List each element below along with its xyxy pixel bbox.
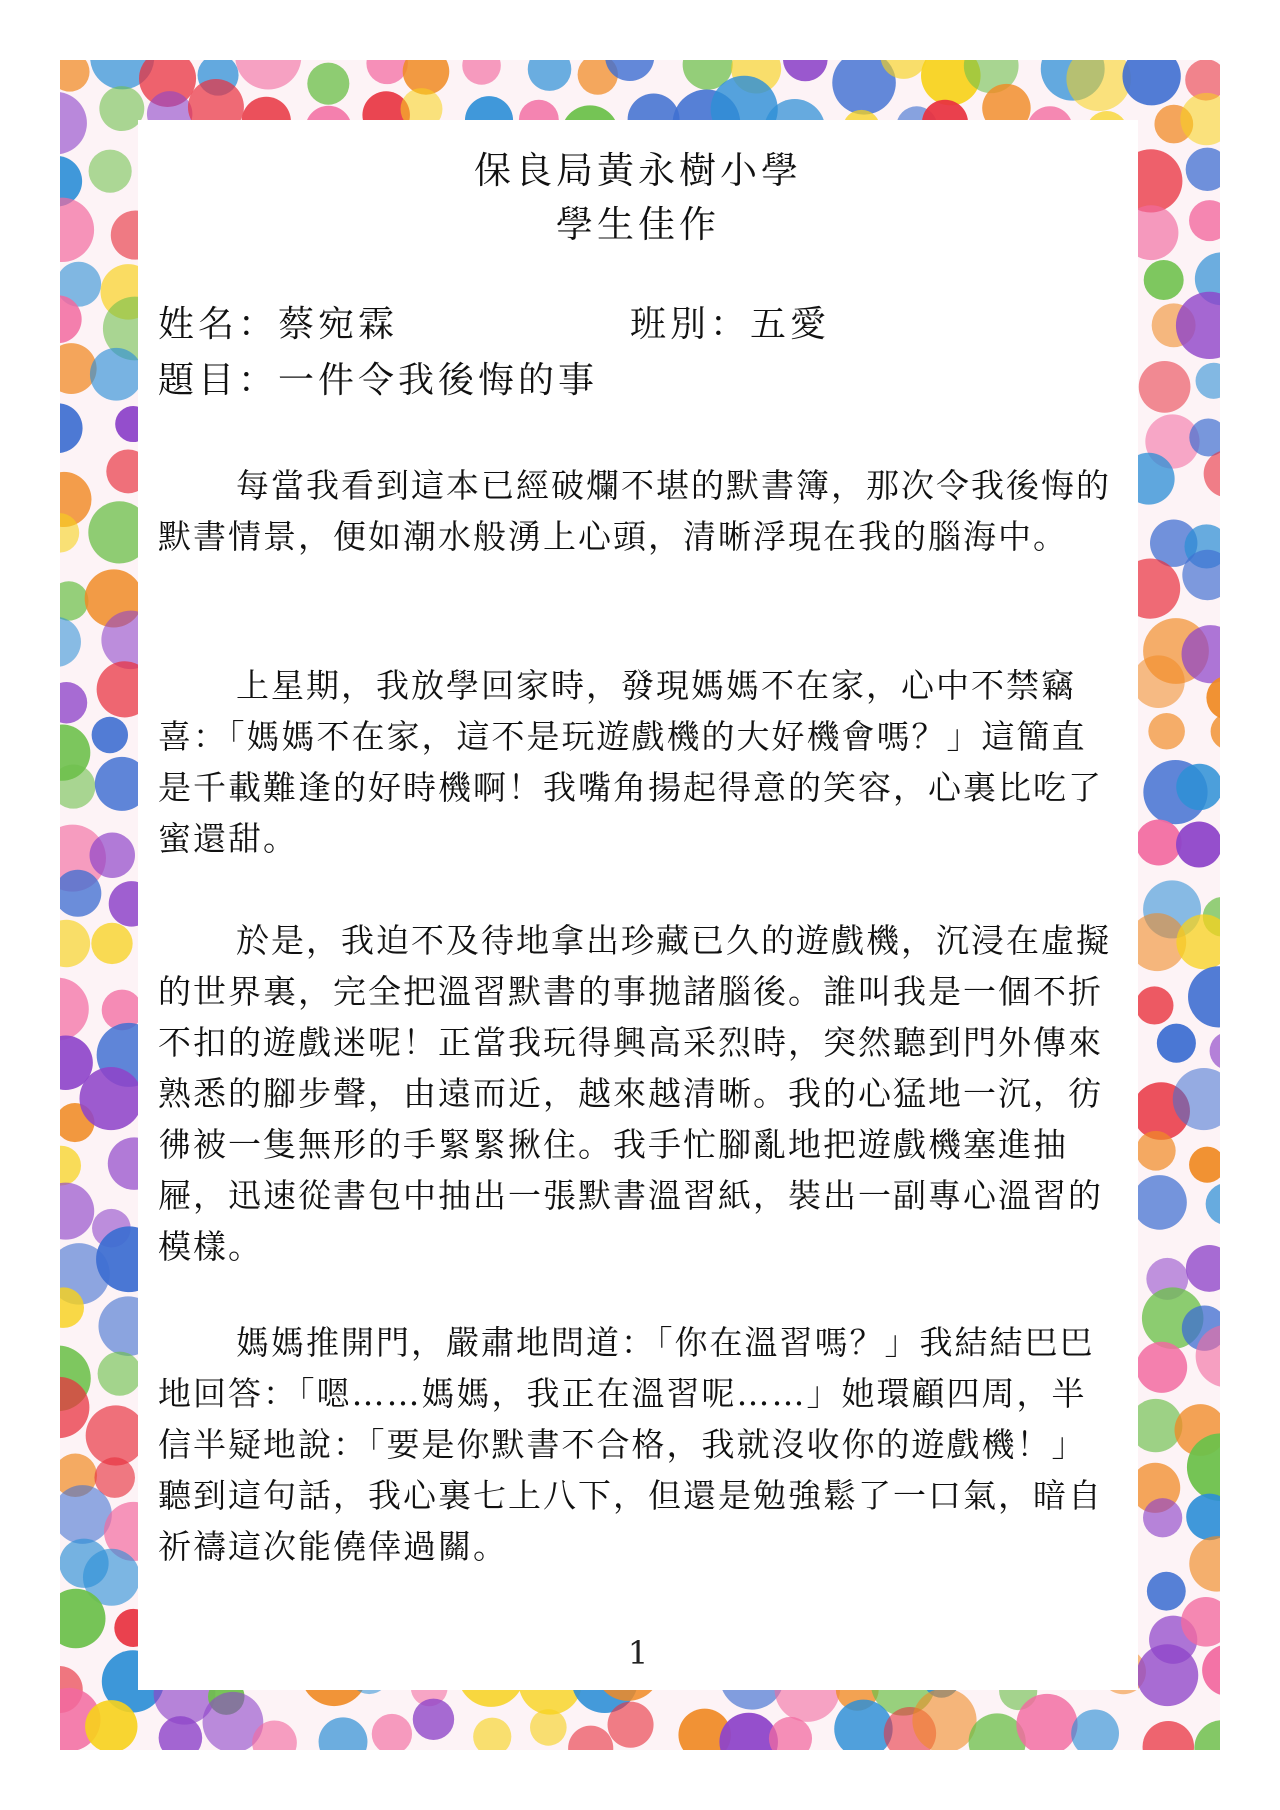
decorative-dot	[372, 1714, 412, 1750]
essay-page	[138, 120, 1138, 1690]
school-name: 保良局黃永樹小學	[474, 149, 802, 192]
decorative-dot	[60, 1183, 94, 1240]
decorative-dot	[60, 978, 89, 1041]
decorative-dot	[1136, 1131, 1176, 1171]
decorative-dot	[80, 1067, 143, 1130]
decorative-dot	[60, 920, 90, 968]
decorative-dot	[1066, 60, 1131, 111]
document-heading: 學生佳作	[556, 203, 720, 246]
decorative-dot	[60, 682, 87, 723]
decorative-dot	[608, 1702, 654, 1748]
decorative-dot	[1186, 1494, 1220, 1541]
decorative-dot	[1136, 1342, 1187, 1393]
decorative-dot	[1189, 1147, 1220, 1183]
decorative-dot	[1206, 1183, 1220, 1225]
decorative-dot	[462, 60, 501, 85]
decorative-dot	[912, 1688, 976, 1750]
decorative-dot	[530, 1709, 567, 1746]
decorative-dot	[1157, 1024, 1196, 1063]
decorative-dot	[86, 1405, 146, 1465]
decorative-dot	[1143, 1498, 1182, 1537]
decorative-dot	[60, 765, 95, 809]
decorative-dot	[1132, 1175, 1187, 1230]
decorative-dot	[1211, 713, 1220, 750]
decorative-dot	[60, 617, 81, 667]
decorative-dot	[769, 1717, 812, 1750]
decorative-dot	[60, 1146, 81, 1186]
decorative-dot	[413, 1699, 454, 1740]
page-number: 1	[627, 1634, 649, 1672]
decorative-dot	[1136, 820, 1182, 866]
decorative-dot	[1204, 450, 1220, 497]
decorative-dot	[1188, 966, 1220, 1027]
decorative-dot	[1144, 260, 1184, 300]
decorative-dot	[307, 63, 349, 105]
essay-paragraph: 媽媽推開門，嚴肅地問道：「你在溫習嗎？」我結結巴巴地回答：「嗯……媽媽，我正在溫習呢……」她環顧四周，半信半疑地說：「要是你默書不合格，我就沒收你的遊戲機！」聽到這句話，我心裏七上八下，但還是勉強鬆了一口氣，暗自祈禱這次能僥倖過關。	[158, 1323, 1103, 1566]
essay-topic: 題目：一件令我後悔的事	[158, 360, 599, 401]
decorative-dot	[90, 348, 143, 401]
decorative-dot	[1176, 292, 1220, 359]
decorative-dot	[98, 1352, 142, 1396]
decorative-dot	[1147, 1572, 1186, 1611]
decorative-dot	[783, 60, 828, 81]
decorative-dot	[1135, 986, 1173, 1024]
decorative-dot	[1202, 1644, 1220, 1696]
decorative-dot	[90, 832, 135, 877]
decorative-dot	[528, 60, 572, 91]
decorative-dot	[366, 60, 407, 84]
essay-paragraph: 每當我看到這本已經破爛不堪的默書簿，那次令我後悔的默書情景，便如潮水般湧上心頭，清晰浮現在我的腦海中。	[158, 466, 1111, 556]
student-class: 班別：五愛	[630, 304, 831, 345]
decorative-dot	[1189, 1536, 1220, 1591]
decorative-dot	[1139, 361, 1191, 413]
decorative-dot	[1132, 655, 1185, 708]
essay-paragraph: 上星期，我放學回家時，發現媽媽不在家，心中不禁竊喜：「媽媽不在家，這不是玩遊戲機的大好機會嗎？」這簡直是千載難逢的好時機啊！我嘴角揚起得意的笑容，心裏比吃了蜜還甜。	[158, 666, 1103, 858]
decorative-dot	[60, 60, 90, 92]
decorative-dot	[1176, 821, 1220, 867]
decorative-dot	[1189, 200, 1220, 241]
decorative-dot	[1143, 1721, 1194, 1750]
decorative-dot	[1186, 1245, 1220, 1292]
decorative-dot	[1148, 713, 1185, 750]
decorative-dot	[1136, 1644, 1198, 1706]
decorative-dot	[1194, 1720, 1220, 1750]
decorative-dot	[92, 717, 128, 753]
decorative-dot	[60, 198, 94, 262]
decorative-dot	[60, 581, 89, 620]
decorative-dot	[60, 403, 83, 453]
decorative-dot	[319, 1717, 368, 1750]
decorative-dot	[1186, 148, 1220, 191]
decorative-dot	[91, 923, 132, 964]
decorative-dot	[1196, 363, 1220, 399]
decorative-dot	[1122, 60, 1180, 105]
decorative-dot	[1210, 1032, 1220, 1070]
decorative-dot	[89, 150, 132, 193]
student-name: 姓名：蔡宛霖	[158, 304, 399, 345]
decorative-dot	[473, 1718, 511, 1750]
essay-paragraph: 於是，我迫不及待地拿出珍藏已久的遊戲機，沉浸在虛擬的世界裏，完全把溫習默書的事拋諸腦後。誰叫我是一個不折不扣的遊戲迷呢！正當我玩得興高采烈時，突然聽到門外傳來熟悉的腳步聲，由遠而近，越來越清晰。我的心猛地一沉，彷彿被一隻無形的手緊緊揪住。我手忙腳亂地把遊戲機塞進抽屜，迅速從書包中抽出一張默書溫習紙，裝出一副專心溫習的模樣。	[158, 921, 1111, 1266]
decorative-dot	[235, 60, 301, 90]
decorative-dot	[719, 1713, 778, 1750]
decorative-dot	[568, 1726, 613, 1750]
decorative-dot	[60, 92, 87, 155]
decorative-dot	[1071, 1709, 1119, 1750]
